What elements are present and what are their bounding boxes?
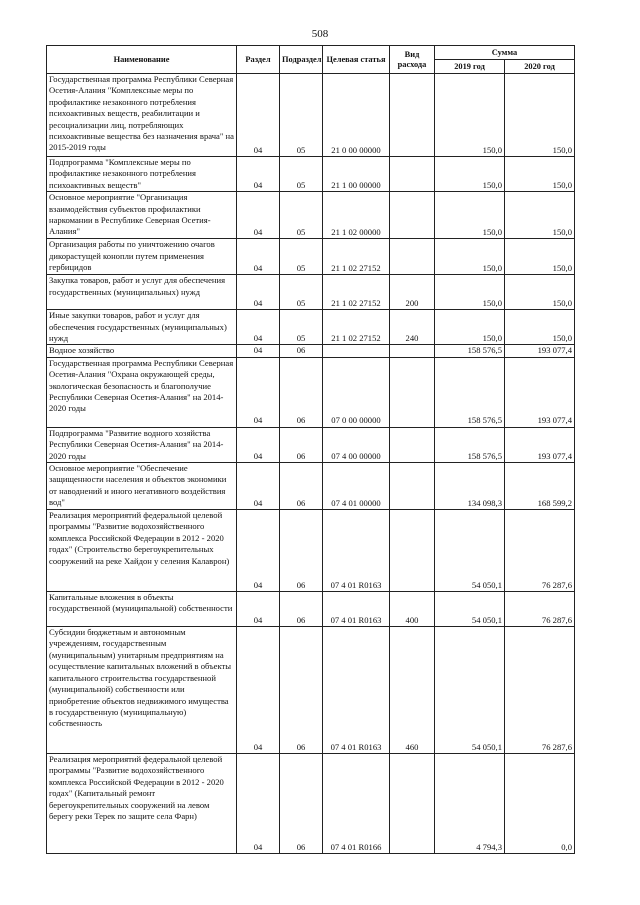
row-amount-2020: 76 287,6 <box>505 592 575 627</box>
row-amount-2020: 150,0 <box>505 157 575 192</box>
row-name: Субсидии бюджетным и автономным учреждениям, государственным (муниципальным) унитарным предприятиям на осуществление капитальных вложений в объекты капитального строительства государственной (муниципальной) собственности или приобретение объектов недвижимого имущества в государственную (муниципальную) собственность <box>47 627 237 754</box>
row-target <box>323 345 390 357</box>
row-subsection: 06 <box>280 357 323 427</box>
row-amount-2019: 54 050,1 <box>435 627 505 754</box>
row-expense <box>390 357 435 427</box>
row-expense <box>390 427 435 462</box>
row-subsection: 06 <box>280 463 323 510</box>
row-subsection: 05 <box>280 74 323 157</box>
row-expense <box>390 510 435 592</box>
row-subsection: 06 <box>280 627 323 754</box>
row-name: Подпрограмма "Комплексные меры по профилактике незаконного потребления психоактивных веществ" <box>47 157 237 192</box>
header-2019: 2019 год <box>435 60 505 74</box>
header-sum: Сумма <box>435 46 575 60</box>
row-amount-2020: 150,0 <box>505 239 575 275</box>
row-amount-2019: 158 576,5 <box>435 427 505 462</box>
row-name: Реализация мероприятий федеральной целевой программы "Развитие водохозяйственного комплекса Российской Федерации в 2012 - 2020 годах" (Капитальный ремонт берегоукрепительных сооружений на левом берегу реки Терек по защите села Фарн) <box>47 754 237 854</box>
row-amount-2019: 150,0 <box>435 275 505 310</box>
row-section: 04 <box>237 627 280 754</box>
row-section: 04 <box>237 239 280 275</box>
row-name: Капитальные вложения в объекты государственной (муниципальной) собственности <box>47 592 237 627</box>
row-subsection: 05 <box>280 275 323 310</box>
row-target: 21 0 00 00000 <box>323 74 390 157</box>
row-section: 04 <box>237 754 280 854</box>
table-row <box>47 427 575 462</box>
row-expense: 400 <box>390 592 435 627</box>
row-target: 07 4 01 R0163 <box>323 510 390 592</box>
row-amount-2019: 150,0 <box>435 239 505 275</box>
row-section: 04 <box>237 463 280 510</box>
row-section: 04 <box>237 592 280 627</box>
table-row <box>47 463 575 510</box>
header-expense: Вид расхода <box>390 46 435 74</box>
table-row <box>47 510 575 592</box>
row-subsection: 06 <box>280 510 323 592</box>
row-subsection: 05 <box>280 192 323 239</box>
header-name: Наименование <box>47 46 237 74</box>
row-amount-2019: 150,0 <box>435 74 505 157</box>
row-name: Основное мероприятие "Организация взаимодействия субъектов профилактики наркомании в Республике Северная Осетия-Алания" <box>47 192 237 239</box>
header-2020: 2020 год <box>505 60 575 74</box>
row-amount-2019: 150,0 <box>435 192 505 239</box>
row-amount-2019: 158 576,5 <box>435 345 505 357</box>
row-target: 21 1 02 00000 <box>323 192 390 239</box>
row-subsection: 06 <box>280 754 323 854</box>
row-amount-2019: 54 050,1 <box>435 592 505 627</box>
table-row <box>47 275 575 310</box>
row-name: Закупка товаров, работ и услуг для обеспечения государственных (муниципальных) нужд <box>47 275 237 310</box>
row-amount-2020: 76 287,6 <box>505 510 575 592</box>
table-row <box>47 239 575 275</box>
row-expense <box>390 463 435 510</box>
table-row <box>47 345 575 357</box>
row-section: 04 <box>237 157 280 192</box>
row-section: 04 <box>237 192 280 239</box>
row-section: 04 <box>237 310 280 345</box>
row-section: 04 <box>237 275 280 310</box>
row-expense <box>390 74 435 157</box>
row-amount-2020: 150,0 <box>505 310 575 345</box>
row-expense <box>390 345 435 357</box>
row-expense: 460 <box>390 627 435 754</box>
row-target: 21 1 00 00000 <box>323 157 390 192</box>
row-amount-2020: 150,0 <box>505 74 575 157</box>
row-subsection: 06 <box>280 592 323 627</box>
row-amount-2019: 54 050,1 <box>435 510 505 592</box>
row-name: Государственная программа Республики Северная Осетия-Алания "Охрана окружающей среды, экологическая безопасность и благополучие Республики Северная Осетия-Алания" на 2014-2020 годы <box>47 357 237 427</box>
row-amount-2020: 0,0 <box>505 754 575 854</box>
row-target: 07 4 01 R0163 <box>323 627 390 754</box>
row-subsection: 05 <box>280 157 323 192</box>
row-section: 04 <box>237 345 280 357</box>
row-amount-2020: 150,0 <box>505 192 575 239</box>
row-amount-2020: 168 599,2 <box>505 463 575 510</box>
row-subsection: 06 <box>280 345 323 357</box>
table-row <box>47 357 575 427</box>
row-name: Подпрограмма "Развитие водного хозяйства Республики Северная Осетия-Алания" на 2014-2020 годы <box>47 427 237 462</box>
row-subsection: 06 <box>280 427 323 462</box>
row-amount-2020: 150,0 <box>505 275 575 310</box>
page-number: 508 <box>311 28 329 40</box>
row-subsection: 05 <box>280 239 323 275</box>
row-target: 07 4 01 R0163 <box>323 592 390 627</box>
row-target: 21 1 02 27152 <box>323 239 390 275</box>
row-amount-2020: 193 077,4 <box>505 345 575 357</box>
table-row <box>47 74 575 157</box>
row-name: Организация работы по уничтожению очагов дикорастущей конопли путем применения гербицидов <box>47 239 237 275</box>
row-section: 04 <box>237 510 280 592</box>
row-amount-2019: 4 794,3 <box>435 754 505 854</box>
row-amount-2019: 150,0 <box>435 157 505 192</box>
row-amount-2019: 150,0 <box>435 310 505 345</box>
row-amount-2019: 158 576,5 <box>435 357 505 427</box>
table-row <box>47 754 575 854</box>
row-target: 07 4 01 00000 <box>323 463 390 510</box>
row-expense: 240 <box>390 310 435 345</box>
header-section: Раздел <box>237 46 280 74</box>
row-section: 04 <box>237 427 280 462</box>
row-section: 04 <box>237 357 280 427</box>
table-row <box>47 157 575 192</box>
row-amount-2019: 134 098,3 <box>435 463 505 510</box>
row-expense <box>390 754 435 854</box>
row-expense <box>390 157 435 192</box>
row-expense: 200 <box>390 275 435 310</box>
header-target: Целевая статья <box>323 46 390 74</box>
table-row <box>47 627 575 754</box>
row-name: Водное хозяйство <box>47 345 237 357</box>
row-name: Государственная программа Республики Северная Осетия-Алания "Комплексные меры по профилактике незаконного потребления психоактивных веществ, реабилитации и ресоциализации лиц, потребляющих психоактивные вещества без назначения врача" на 2015-2019 годы <box>47 74 237 157</box>
row-expense <box>390 239 435 275</box>
table-row <box>47 592 575 627</box>
header-subsection: Подраздел <box>280 46 323 74</box>
row-amount-2020: 193 077,4 <box>505 357 575 427</box>
row-target: 21 1 02 27152 <box>323 310 390 345</box>
row-name: Реализация мероприятий федеральной целевой программы "Развитие водохозяйственного комплекса Российской Федерации в 2012 - 2020 годах" (Строительство берегоукрепительных сооружений на реке Хайдон у селения Калаврон) <box>47 510 237 592</box>
row-section: 04 <box>237 74 280 157</box>
row-amount-2020: 193 077,4 <box>505 427 575 462</box>
row-subsection: 05 <box>280 310 323 345</box>
row-expense <box>390 192 435 239</box>
table-row <box>47 192 575 239</box>
row-name: Основное мероприятие "Обеспечение защищенности населения и объектов экономики от наводнений и иного негативного воздействия вод" <box>47 463 237 510</box>
row-target: 07 4 01 R0166 <box>323 754 390 854</box>
table-row <box>47 310 575 345</box>
budget-table <box>46 45 575 854</box>
row-target: 21 1 02 27152 <box>323 275 390 310</box>
row-amount-2020: 76 287,6 <box>505 627 575 754</box>
row-target: 07 0 00 00000 <box>323 357 390 427</box>
row-name: Иные закупки товаров, работ и услуг для обеспечения государственных (муниципальных) нужд <box>47 310 237 345</box>
row-target: 07 4 00 00000 <box>323 427 390 462</box>
